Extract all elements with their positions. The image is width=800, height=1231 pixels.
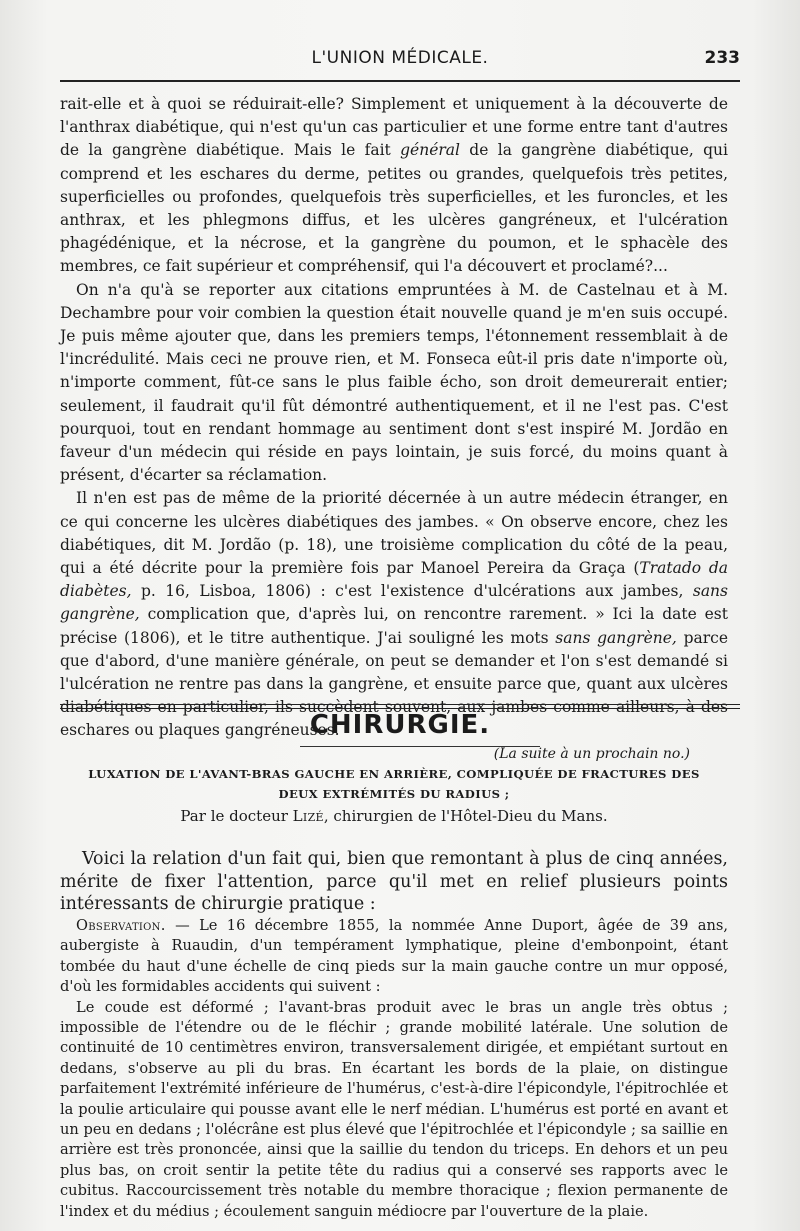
byline bbox=[60, 806, 728, 826]
paragraph-3-text-c: complication que, d'après lui, on rencontre rarement. » Ici la date est précise (1806), et le titre authentique. J'ai souligné les mots bbox=[60, 605, 728, 647]
author-name: Lizé bbox=[292, 807, 324, 825]
observation-label: Observation. bbox=[76, 917, 166, 934]
byline-suffix: , chirurgien de l'Hôtel-Dieu du Mans. bbox=[323, 807, 608, 825]
article-title-line-2: DEUX EXTRÉMITÉS DU RADIUS ; bbox=[278, 787, 510, 801]
paragraph-3-emphasis-1: Tratado da diabètes, bbox=[60, 559, 728, 601]
continued-note: (La suite à un prochain no.) bbox=[493, 745, 690, 762]
paragraph-3-text-b: p. 16, Lisboa, 1806) : c'est l'existence d'ulcérations aux jambes, bbox=[131, 582, 693, 601]
paragraph-3-emphasis-3: sans gangrène, bbox=[555, 628, 677, 647]
paragraph-3-text-a: Il n'en est pas de même de la priorité décernée à un autre médecin étranger, en ce qui concerne les ulcères diabétiques des jambes. « On observe encore, chez les diabétiques, dit M. Jordão (p. 18), une troisième complication du côté de la peau, qui a été décrite pour la première fois par Manoel Pereira da Graça ( bbox=[60, 489, 728, 578]
observation-block bbox=[60, 916, 728, 1222]
article-intro bbox=[60, 848, 728, 916]
section-heading: CHIRURGIE. bbox=[309, 710, 491, 740]
paragraph-1-text-b: de la gangrène diabétique, qui comprend et les eschares du derme, petites ou grandes, quelquefois très petites, superficielles ou profondes, quelquefois très superficielles, et les furoncles, et les anthrax, et les phlegmons diffus, et les ulcères gangréneux, et l'ulcération phagédénique, et la nécrose, et la gangrène du poumon, et le sphacèle des membres, ce fait supérieur et compréhensif, qui l'a découvert et proclamé?... bbox=[60, 141, 728, 276]
paragraph-1 bbox=[60, 93, 728, 279]
paragraph-2: On n'a qu'à se reporter aux citations empruntées à M. de Castelnau et à M. Dechambre pour voir combien la question était nouvelle quand je m'en suis occupé. Je puis même ajouter que, dans les premiers temps, l'étonnement ressemblait à de l'incrédulité. Mais ceci ne prouve rien, et M. Fonseca eût-il pris date n'importe où, n'importe comment, fût-ce sans le plus faible écho, son droit demeurerait entier; seulement, il faudrait qu'il fût démontré authentiquement, et il ne l'est pas. C'est pourquoi, tout en rendant hommage au sentiment dont s'est inspiré M. Jordão en faveur d'un médecin qui réside en pays lointain, je suis forcé, du moins quant à présent, d'écarter sa réclamation. bbox=[60, 280, 728, 485]
running-header bbox=[60, 48, 740, 74]
journal-title: L'UNION MÉDICALE. bbox=[311, 48, 489, 68]
observation-detail-paragraph: Le coude est déformé ; l'avant-bras produit avec le bras un angle très obtus ; impossible de l'étendre ou de le fléchir ; grande mobilité latérale. Une solution de continuité de 10 centimètres environ, transversalement dirigée, et empiétant surtout en dedans, s'observe au pli du bras. En écartant les bords de la plaie, on distingue parfaitement l'extrémité inférieure de l'humérus, c'est-à-dire l'épicondyle, l'épitrochlée et la poulie articulaire qui pousse avant elle le nerf médian. L'humérus est porté en avant et un peu en dedans ; l'olécrâne est plus élevé que l'épitrochlée et l'épicondyle ; sa saillie en arrière est très prononcée, ainsi que la saillie du tendon du triceps. En dehors et un peu plus bas, on croit sentir la petite tête du radius qui a conservé ses rapports avec le cubitus. Raccourcissement très notable du membre thoracique ; flexion permanente de l'index et du médius ; écoulement sanguin médiocre par l'ouverture de la plaie. bbox=[60, 998, 728, 1220]
observation-paragraph bbox=[60, 916, 728, 998]
section-heading-rule bbox=[300, 746, 540, 747]
article-continuation bbox=[60, 93, 728, 766]
paragraph-3-emphasis-2: sans gangrène, bbox=[60, 582, 728, 624]
article-title-line-1: LUXATION DE L'AVANT-BRAS GAUCHE EN ARRIÈRE, COMPLIQUÉE DE FRACTURES DES bbox=[88, 767, 700, 781]
header-rule bbox=[60, 80, 740, 82]
paragraph-3-text-d: parce que d'abord, d'une manière générale, on peut se demander et l'on s'est demandé si l'ulcération ne rentre pas dans la gangrène, et ensuite parce que, quant aux ulcères diabétiques en particulier, ils succèdent souvent, aux jambes comme ailleurs, à des eschares ou plaques gangréneuses. bbox=[60, 628, 729, 740]
intro-paragraph: Voici la relation d'un fait qui, bien que remontant à plus de cinq années, mérite de fixer l'attention, parce qu'il met en relief plusieurs points intéressants de chirurgie pratique : bbox=[60, 849, 728, 914]
paragraph-1-text-a: rait-elle et à quoi se réduirait-elle? Simplement et uniquement à la découverte de l'anthrax diabétique, qui n'est qu'un cas particulier et une forme entre tant d'autres de la gangrène diabétique. Mais le fait bbox=[60, 95, 728, 160]
paragraph-1-emphasis: général bbox=[400, 141, 460, 160]
page-number: 233 bbox=[704, 48, 740, 68]
article-title bbox=[60, 764, 728, 804]
byline-prefix: Par le docteur bbox=[180, 807, 293, 825]
observation-text: — Le 16 décembre 1855, la nommée Anne Duport, âgée de 39 ans, aubergiste à Ruaudin, d'un tempérament lymphatique, pleine d'embonpoint, étant tombée du haut d'une échelle de cinq pieds sur la main gauche contre un mur opposé, d'où les formidables accidents qui suivent : bbox=[60, 917, 728, 996]
